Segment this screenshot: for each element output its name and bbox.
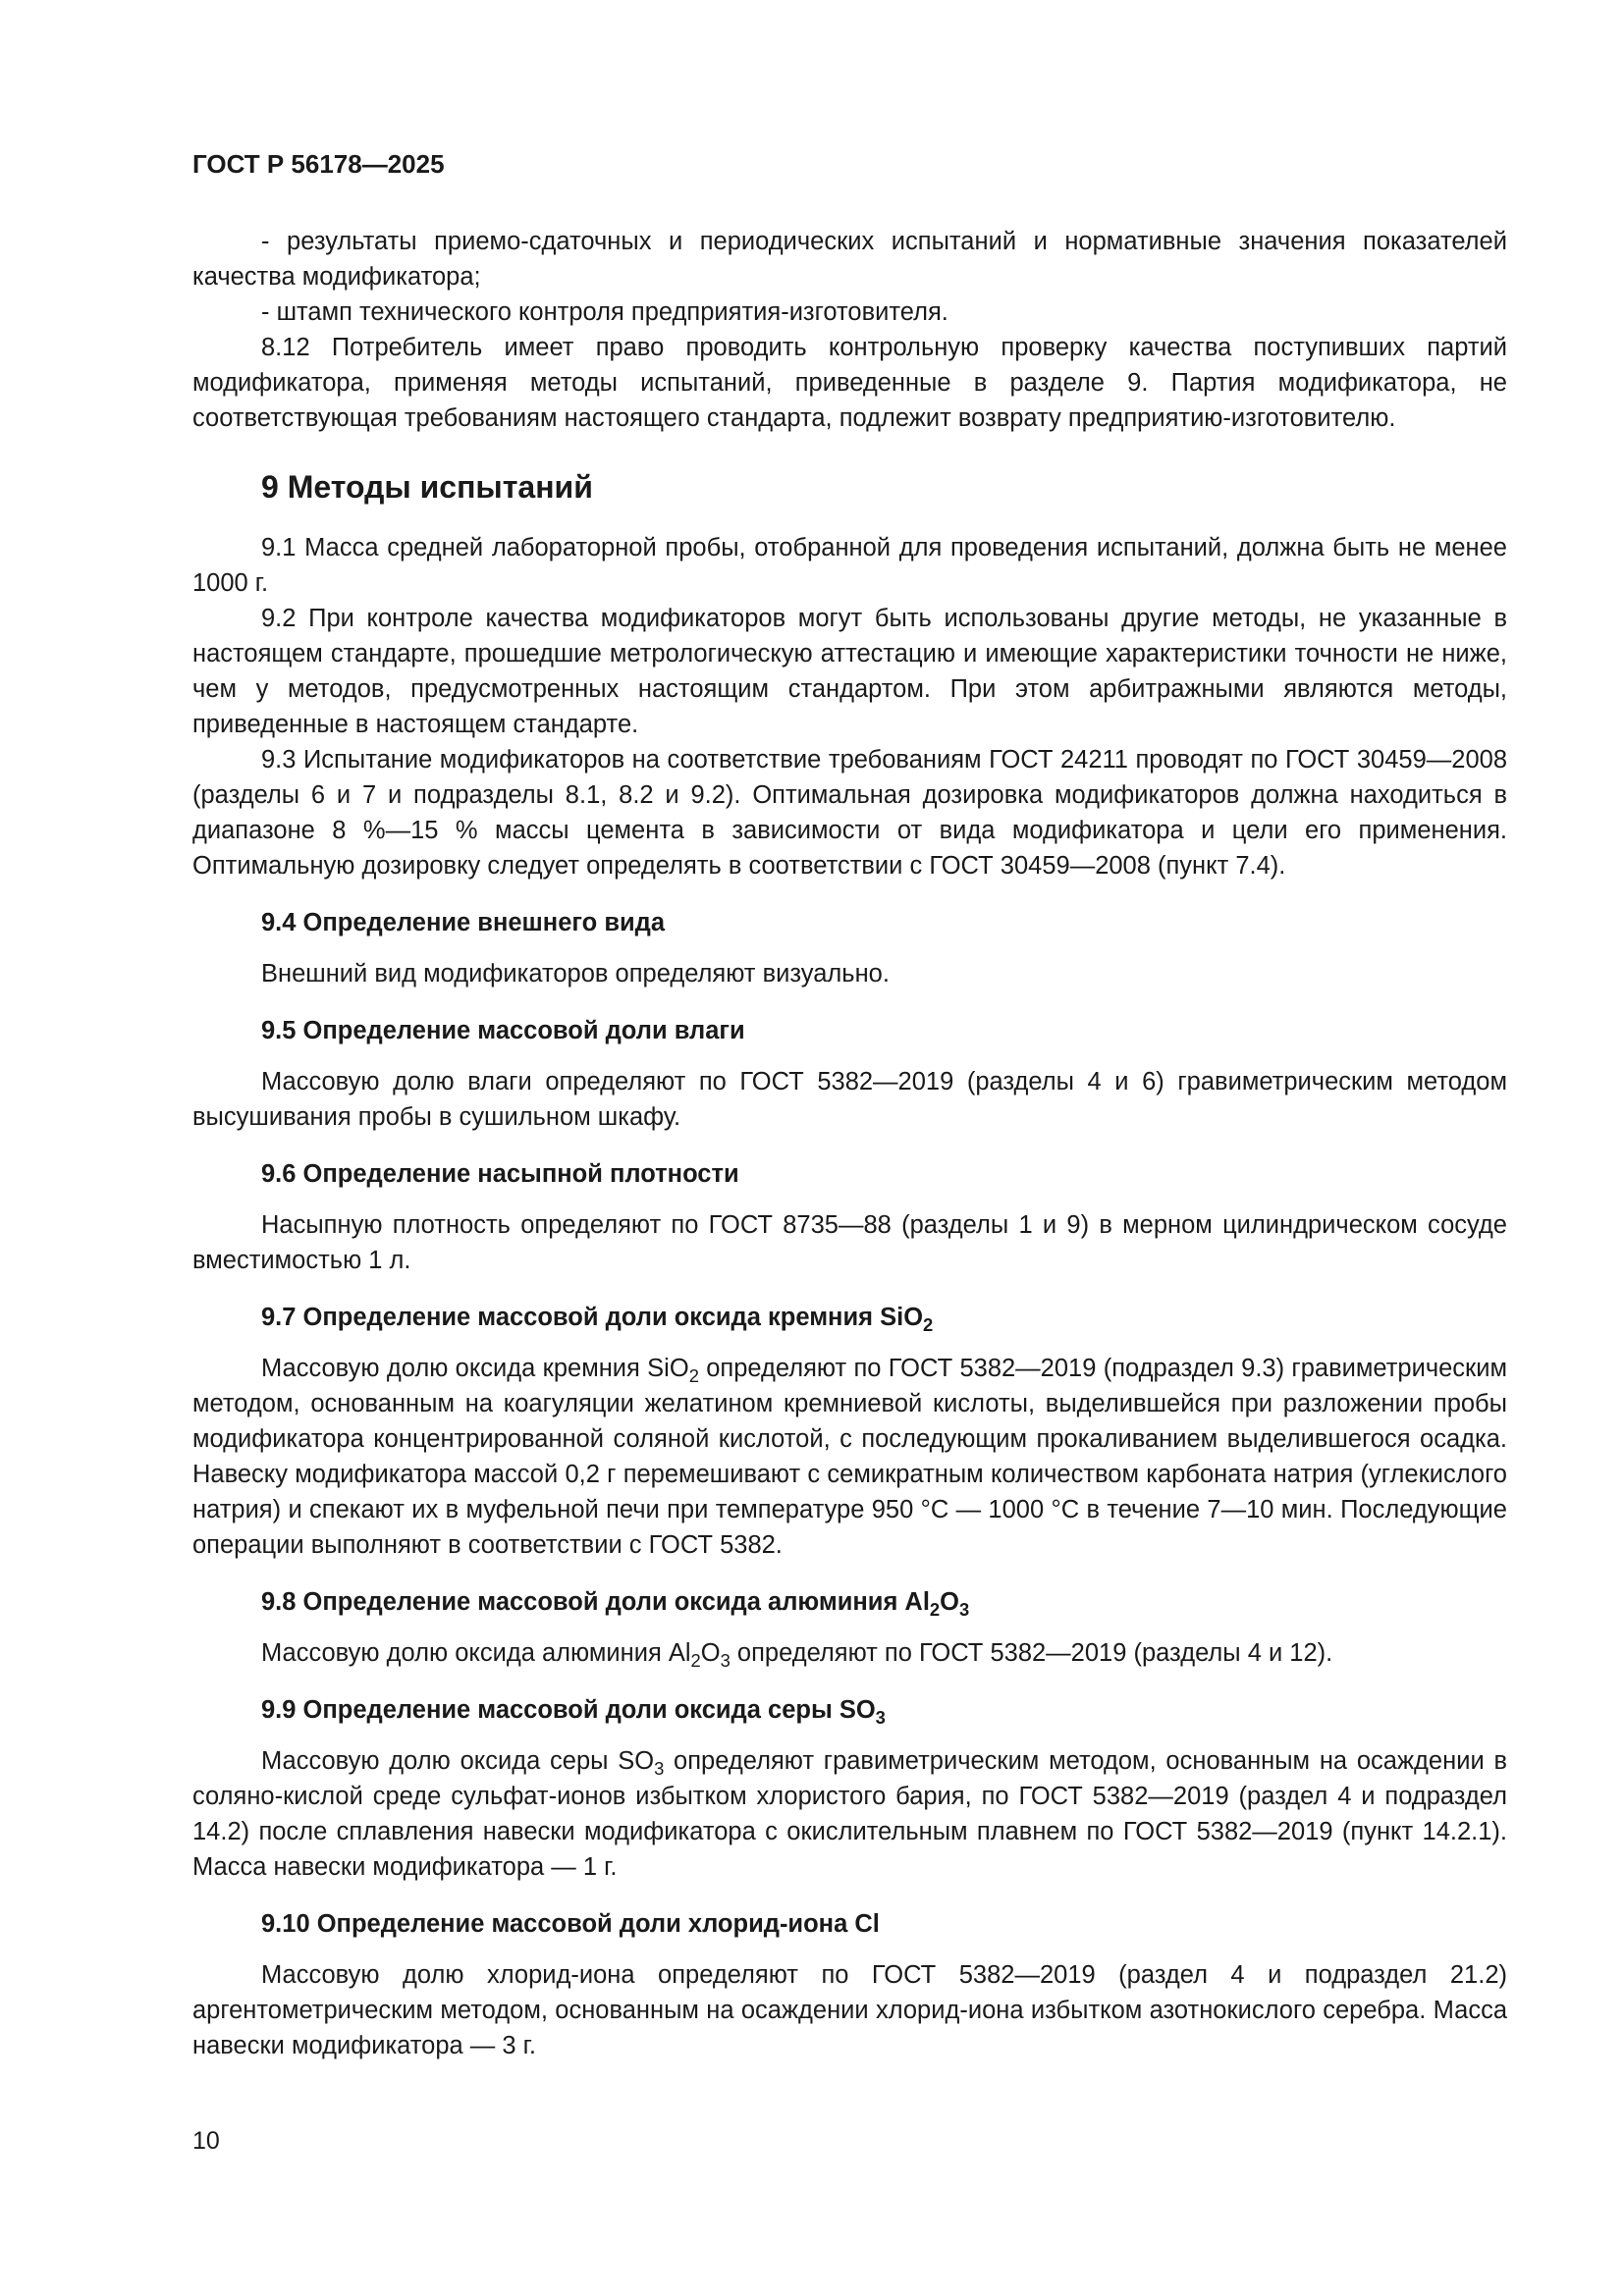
paragraph-9-5: Массовую долю влаги определяют по ГОСТ 5382—2019 (разделы 4 и 6) гравиметрическим методом высушивания пробы в сушильном шкафу. bbox=[192, 1068, 1507, 1131]
text-part: определяют гравиметрическим методом, основанным на осаждении в соляно-кислой среде сульфат-ионов избытком хлористого бария, по ГОСТ 5382—2019 (раздел 4 и подраздел 14.2) после сплавления навески модификатора с окислительным плавнем по ГОСТ 5382—2019 (пункт 14.2.1). Масса навески модификатора — 1 г. bbox=[192, 1747, 1507, 1881]
title-text: 9.7 Определение массовой доли оксида кремния SiO bbox=[261, 1304, 924, 1331]
subsection-9-8-title bbox=[192, 1584, 1507, 1620]
text-part: Массовую долю оксида алюминия Al bbox=[261, 1639, 691, 1667]
paragraph-stamp: - штамп технического контроля предприятия-изготовителя. bbox=[261, 298, 948, 326]
paragraph-9-1: 9.1 Масса средней лабораторной пробы, отобранной для проведения испытаний, должна быть не менее 1000 г. bbox=[192, 534, 1507, 597]
subsection-9-4-title: 9.4 Определение внешнего вида bbox=[261, 909, 666, 936]
title-text: O bbox=[940, 1588, 959, 1616]
subsection-9-6-title: 9.6 Определение насыпной плотности bbox=[261, 1160, 739, 1188]
page-number: 10 bbox=[192, 2127, 220, 2155]
paragraph-9-7 bbox=[192, 1351, 1507, 1563]
text-part: определяют по ГОСТ 5382—2019 (разделы 4 и 12). bbox=[730, 1639, 1333, 1667]
subsection-9-7-title bbox=[192, 1300, 1507, 1335]
paragraph-9-3: 9.3 Испытание модификаторов на соответствие требованиям ГОСТ 24211 проводят по ГОСТ 30459—2008 (разделы 6 и 7 и подразделы 8.1, 8.2 и 9.2). Оптимальная дозировка модификаторов должна находиться в диапазоне 8 %—15 % массы цемента в зависимости от вида модификатора и цели его применения. Оптимальную дозировку следует определять в соответствии с ГОСТ 30459—2008 (пункт 7.4). bbox=[192, 746, 1507, 880]
document-body bbox=[192, 224, 1507, 2063]
section-9-title: 9 Методы испытаний bbox=[261, 469, 593, 505]
paragraph-9-10: Массовую долю хлорид-иона определяют по ГОСТ 5382—2019 (раздел 4 и подраздел 21.2) аргентометрическим методом, основанным на осаждении хлорид-иона избытком азотнокислого серебра. Масса навески модификатора — 3 г. bbox=[192, 1961, 1507, 2059]
subsection-9-9-title bbox=[192, 1692, 1507, 1728]
document-code-header: ГОСТ Р 56178—2025 bbox=[192, 149, 445, 179]
subsection-9-5-title: 9.5 Определение массовой доли влаги bbox=[261, 1017, 745, 1044]
subscript: 2 bbox=[923, 1313, 934, 1335]
text-part: Массовую долю оксида серы SO bbox=[261, 1747, 655, 1775]
subscript: 3 bbox=[720, 1649, 731, 1671]
subscript: 3 bbox=[958, 1598, 970, 1620]
subscript: 3 bbox=[654, 1757, 665, 1779]
subscript: 2 bbox=[688, 1364, 699, 1386]
text-part: определяют по ГОСТ 5382—2019 (подраздел 9.3) гравиметрическим методом, основанным на коагуляции желатином кремниевой кислоты, выделившейся при разложении пробы модификатора концентрированной соляной кислотой, с последующим прокаливанием выделившегося осадка. Навеску модификатора массой 0,2 г перемешивают с семикратным количеством карбоната натрия (углекислого натрия) и спекают их в муфельной печи при температуре 950 °С — 1000 °С в течение 7—10 мин. Последующие операции выполняют в соответствии с ГОСТ 5382. bbox=[192, 1355, 1507, 1559]
text-part: Массовую долю оксида кремния SiO bbox=[261, 1355, 689, 1382]
paragraph-9-8 bbox=[192, 1635, 1507, 1671]
subscript: 2 bbox=[690, 1649, 701, 1671]
subsection-9-10-title: 9.10 Определение массовой доли хлорид-иона Cl bbox=[261, 1910, 880, 1938]
title-text: 9.9 Определение массовой доли оксида серы SO bbox=[261, 1696, 876, 1724]
text-part: O bbox=[700, 1639, 721, 1667]
title-text: 9.8 Определение массовой доли оксида алюминия Al bbox=[261, 1588, 930, 1616]
paragraph-9-9 bbox=[192, 1743, 1507, 1885]
paragraph-9-6: Насыпную плотность определяют по ГОСТ 8735—88 (разделы 1 и 9) в мерном цилиндрическом сосуде вместимостью 1 л. bbox=[192, 1211, 1507, 1274]
subscript: 2 bbox=[929, 1598, 941, 1620]
subscript: 3 bbox=[875, 1706, 886, 1728]
paragraph-9-4: Внешний вид модификаторов определяют визуально. bbox=[261, 960, 890, 988]
paragraph-8-12: 8.12 Потребитель имеет право проводить контрольную проверку качества поступивших партий модификатора, применяя методы испытаний, приведенные в разделе 9. Партия модификатора, не соответствующая требованиям настоящего стандарта, подлежит возврату предприятию-изготовителю. bbox=[192, 334, 1507, 432]
paragraph-results: - результаты приемо-сдаточных и периодических испытаний и нормативные значения показателей качества модификатора; bbox=[192, 228, 1507, 291]
paragraph-9-2: 9.2 При контроле качества модификаторов могут быть использованы другие методы, не указанные в настоящем стандарте, прошедшие метрологическую аттестацию и имеющие характеристики точности не ниже, чем у методов, предусмотренных настоящим стандартом. При этом арбитражными являются методы, приведенные в настоящем стандарте. bbox=[192, 605, 1507, 738]
